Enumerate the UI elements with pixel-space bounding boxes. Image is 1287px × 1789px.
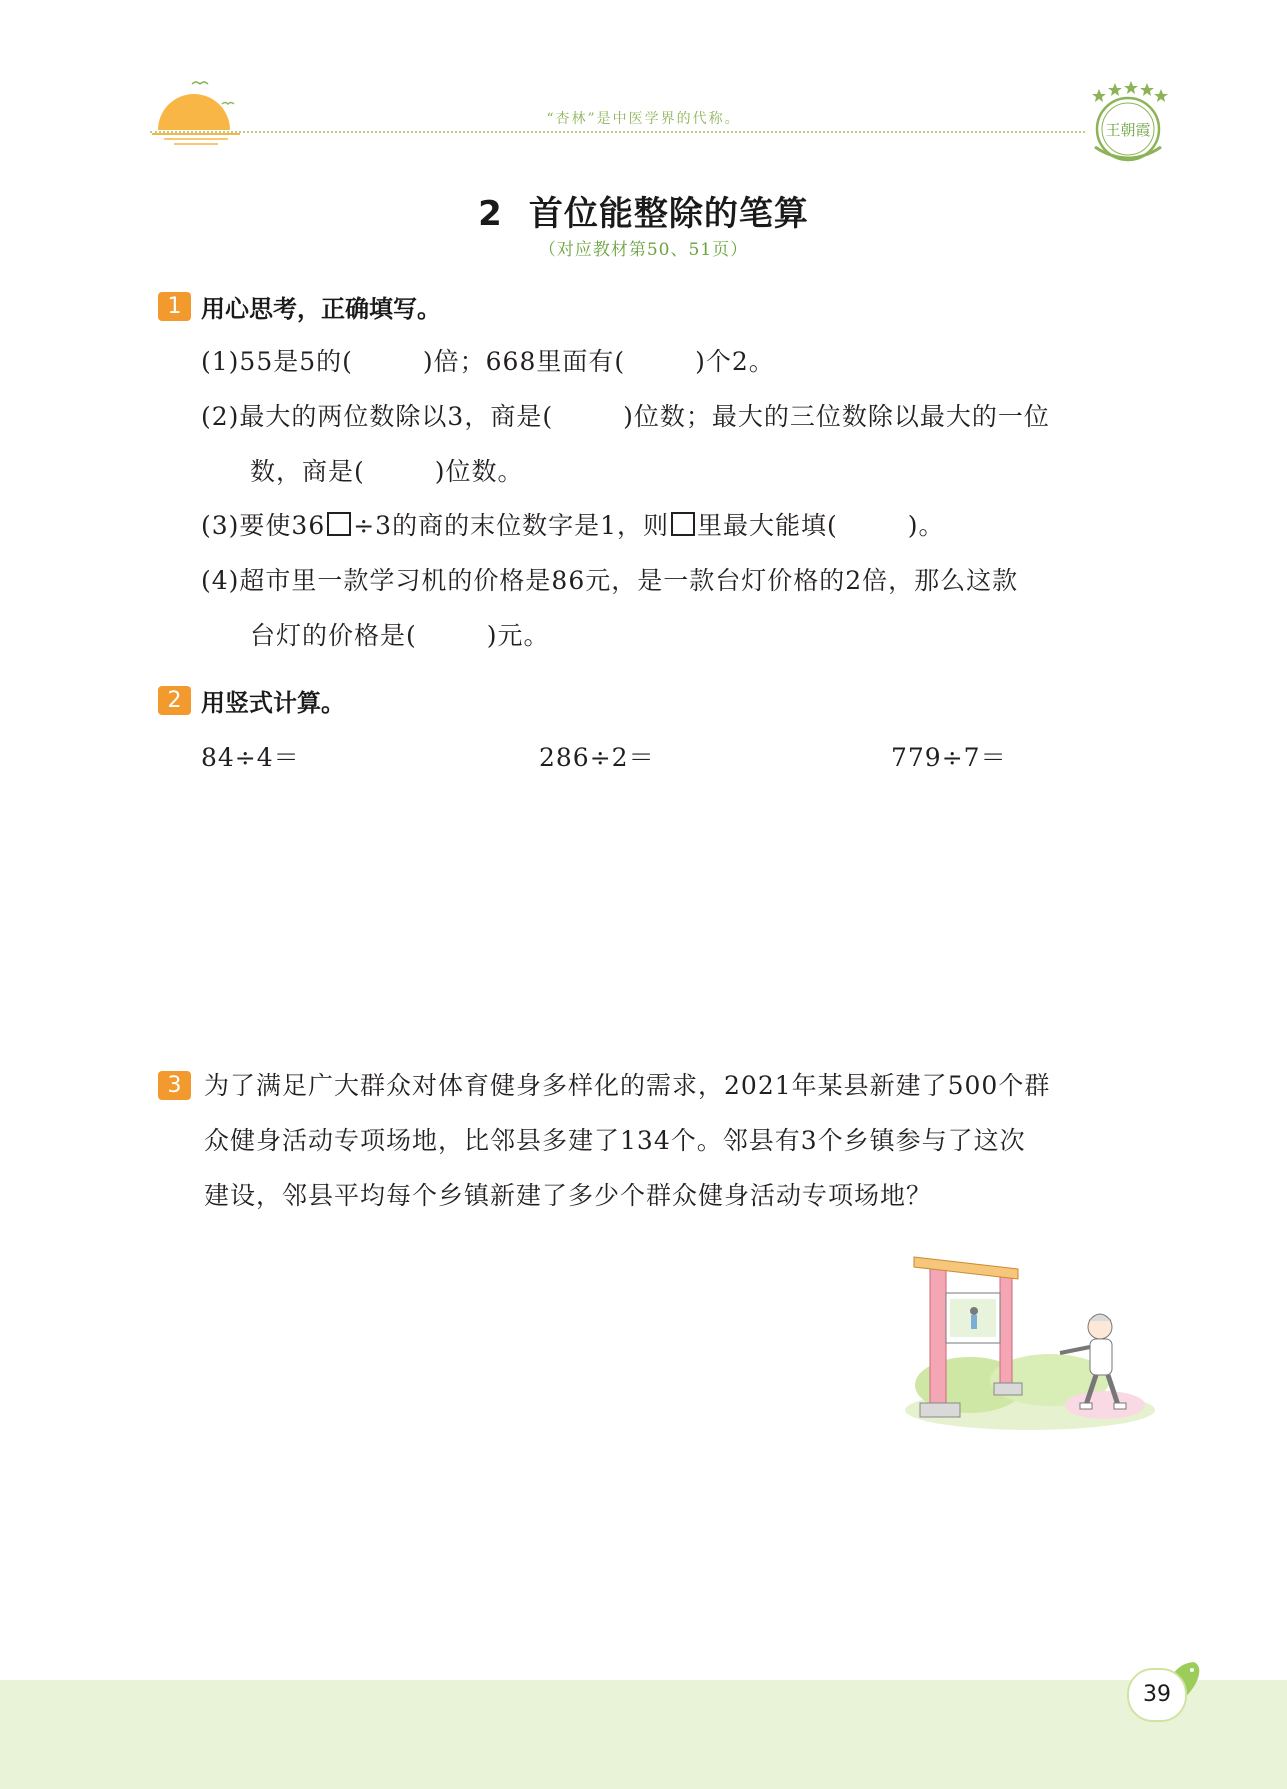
textbook-reference: （对应教材第50、51页） xyxy=(538,240,749,260)
word-problem-line: 建设，邻县平均每个乡镇新建了多少个群众健身活动专项场地？ xyxy=(204,1181,933,1210)
exercise-84-div-4: 84÷4＝ xyxy=(201,743,300,772)
question-1-4: (4)超市里一款学习机的价格是86元，是一款台灯价格的2倍，那么这款 xyxy=(201,566,1019,595)
brand-name: 王朝霞 xyxy=(1105,121,1151,139)
page-number: 39 xyxy=(1127,1668,1187,1722)
square-blank-icon[interactable] xyxy=(327,512,351,536)
section-2-number: 2 xyxy=(158,686,191,715)
word-problem-line: 众健身活动专项场地，比邻县多建了134个。邻县有3个乡镇参与了这次 xyxy=(204,1126,1026,1155)
exercise-779-div-7: 779÷7＝ xyxy=(891,743,1007,772)
word-problem-line: 为了满足广大群众对体育健身多样化的需求，2021年某县新建了500个群 xyxy=(204,1071,1051,1100)
section-1-heading xyxy=(158,289,441,324)
section-3-heading xyxy=(158,1071,201,1100)
header-quote: “杏林”是中医学界的代称。 xyxy=(546,111,741,127)
section-2-heading xyxy=(158,683,345,718)
question-1-2-cont: 数，商是( )位数。 xyxy=(250,457,524,486)
question-1-3: (3)要使36 ÷3的商的末位数字是1，则 里最大能填( )。 xyxy=(201,511,945,540)
header-dotted-line xyxy=(150,131,1085,133)
question-1-4-cont: 台灯的价格是( )元。 xyxy=(250,621,550,650)
brand-badge-icon xyxy=(1085,75,1171,167)
exercise-286-div-2: 286÷2＝ xyxy=(539,743,655,772)
title-number: 2 xyxy=(478,194,503,234)
word-problem xyxy=(204,1058,1164,1223)
fitness-park-illustration xyxy=(900,1255,1162,1435)
section-3-number: 3 xyxy=(158,1071,191,1100)
section-1-number: 1 xyxy=(158,292,191,321)
square-blank-icon[interactable] xyxy=(671,512,695,536)
page-title xyxy=(0,186,1287,235)
title-text: 首位能整除的笔算 xyxy=(528,194,809,234)
question-1-2: (2)最大的两位数除以3，商是( )位数；最大的三位数除以最大的一位 xyxy=(201,402,1050,431)
section-1-title: 用心思考，正确填写。 xyxy=(201,295,441,323)
page-footer-band xyxy=(0,1680,1287,1789)
section-2-title: 用竖式计算。 xyxy=(201,689,345,717)
question-1-1: (1)55是5的( )倍；668里面有( )个2。 xyxy=(201,347,775,376)
